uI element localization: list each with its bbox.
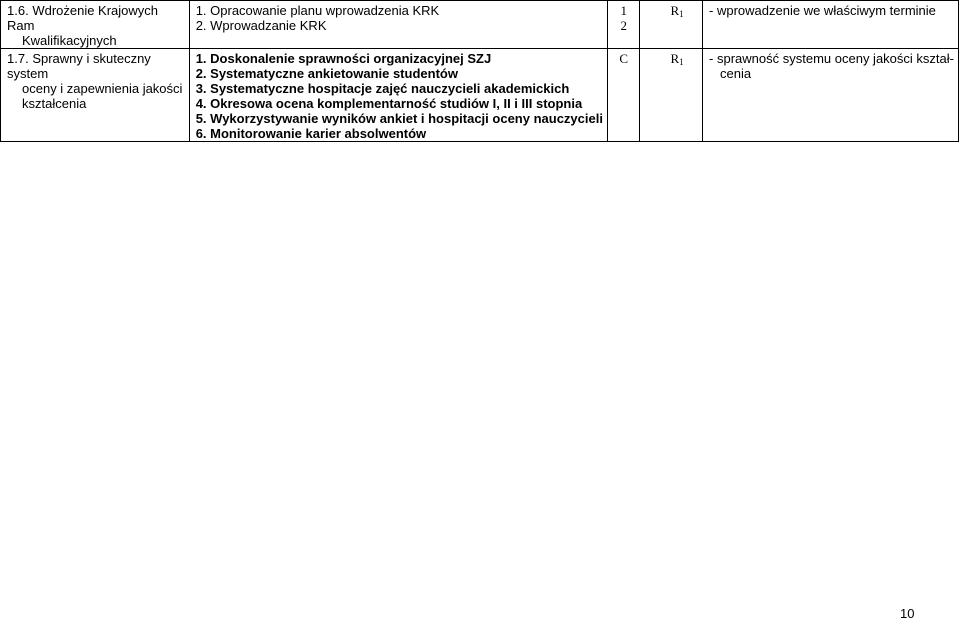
responsible-cell bbox=[640, 1, 703, 49]
goal-text: Wdrożenie Krajowych Ram bbox=[7, 3, 159, 33]
table-row bbox=[1, 49, 959, 142]
actions-cell bbox=[189, 49, 607, 142]
goal-text-continued: kształcenia bbox=[22, 96, 87, 111]
goal-cell bbox=[1, 1, 190, 49]
page-number: 10 bbox=[900, 606, 915, 621]
indicator-cell bbox=[703, 1, 959, 49]
code-value: 1 bbox=[620, 3, 627, 18]
action-item: 6. Monitorowanie karier absolwentów bbox=[195, 126, 427, 141]
indicator-text: - wprowadzenie we właściwym terminie bbox=[709, 3, 936, 18]
goal-number: 1.7. bbox=[7, 51, 29, 66]
action-item: 1. Opracowanie planu wprowadzenia KRK bbox=[195, 3, 440, 18]
code-cell bbox=[607, 1, 640, 49]
goal-text: Sprawny i skuteczny system bbox=[7, 51, 151, 81]
responsible-value: R bbox=[670, 3, 680, 18]
indicator-text-continued: cenia bbox=[720, 66, 752, 81]
action-item: 5. Wykorzystywanie wyników ankiet i hospitacji oceny nauczycieli bbox=[195, 111, 603, 126]
responsible-value: R bbox=[670, 51, 680, 66]
goal-text-continued: oceny i zapewnienia jakości bbox=[22, 81, 183, 96]
action-item: 4. Okresowa ocena komplementarność studiów I, II i III stopnia bbox=[195, 96, 583, 111]
code-cell bbox=[607, 49, 640, 142]
goal-text-continued: Kwalifikacyjnych bbox=[22, 33, 117, 48]
action-item: 1. Doskonalenie sprawności organizacyjnej SZJ bbox=[195, 51, 492, 66]
action-item: 2. Wprowadzanie KRK bbox=[195, 18, 327, 33]
goal-number: 1.6. bbox=[7, 3, 29, 18]
code-value: C bbox=[619, 51, 629, 66]
indicator-cell bbox=[703, 49, 959, 142]
goal-cell bbox=[1, 49, 190, 142]
indicator-text: - sprawność systemu oceny jakości kształ- bbox=[709, 51, 954, 66]
responsible-subscript: 1 bbox=[679, 9, 684, 19]
table-row bbox=[1, 1, 959, 49]
actions-cell bbox=[189, 1, 607, 49]
plan-table bbox=[0, 0, 959, 142]
action-item: 2. Systematyczne ankietowanie studentów bbox=[195, 66, 458, 81]
code-value: 2 bbox=[620, 18, 627, 33]
action-item: 3. Systematyczne hospitacje zajęć nauczycieli akademickich bbox=[195, 81, 570, 96]
responsible-subscript: 1 bbox=[679, 57, 684, 67]
responsible-cell bbox=[640, 49, 703, 142]
